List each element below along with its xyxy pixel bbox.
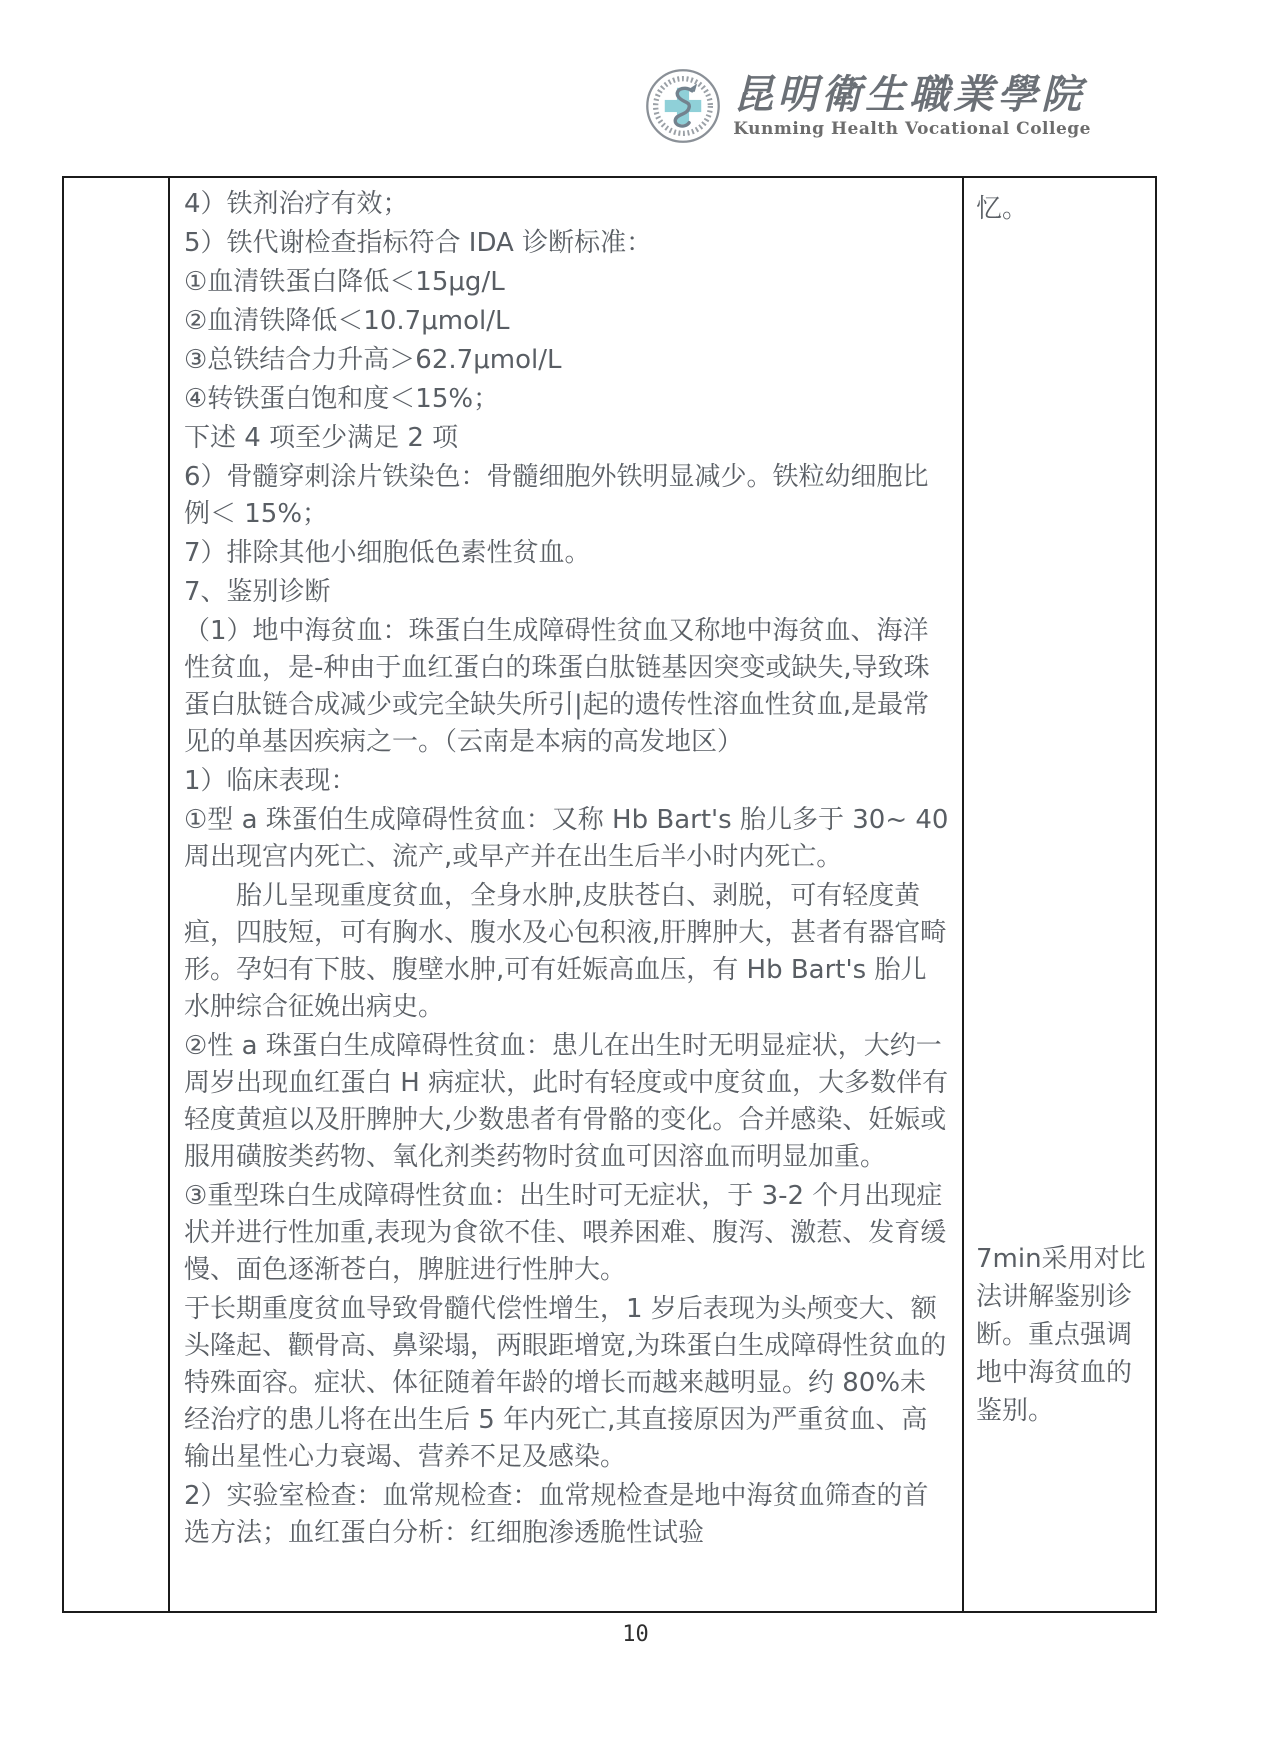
content-paragraph: 1）临床表现： (184, 766, 357, 796)
content-paragraph: 下述 4 项至少满足 2 项 (184, 423, 459, 453)
content-paragraph: 7）排除其他小细胞低色素性贫血。 (184, 538, 591, 568)
college-logo (645, 68, 1091, 144)
college-name-en: Kunming Health Vocational College (733, 119, 1091, 139)
lesson-plan-table (62, 176, 1157, 1613)
college-name-cn: 昆明衛生職業學院 (733, 71, 1086, 118)
page-number: 10 (622, 1622, 649, 1647)
content-paragraph: ③重型珠白生成障碍性贫血：出生时可无症状，于 3-2 个月出现症状并进行性加重,表现为食欲不佳、喂养困难、腹泻、激惹、发育缓慢、面色逐渐苍白，脾脏进行性肿大。 (184, 1181, 947, 1285)
note-timing: 7min采用对比法讲解鉴别诊断。重点强调地中海贫血的鉴别。 (976, 1244, 1146, 1426)
table-cell-notes (964, 178, 1159, 1611)
content-paragraph: 于长期重度贫血导致骨髓代偿性增生，1 岁后表现为头颅变大、额头隆起、颧骨高、鼻梁塌，两眼距增宽,为珠蛋白生成障碍性贫血的特殊面容。症状、体征随着年龄的增长而越来越明显。约 80%未经治疗的患儿将在出生后 5 年内死亡,其直接原因为严重贫血、高输出星性心力衰竭、营养不足及感染。 (184, 1294, 947, 1472)
content-paragraph: 6）骨髓穿刺涂片铁染色：骨髓细胞外铁明显减少。铁粒幼细胞比例＜ 15%； (184, 462, 929, 529)
content-paragraph: ①型 a 珠蛋伯生成障碍性贫血：又称 Hb Bart's 胎儿多于 30~ 40 周出现宫内死亡、流产,或早产并在出生后半小时内死亡。 (184, 805, 949, 872)
college-seal-icon (645, 68, 721, 144)
table-cell-left (64, 178, 170, 1611)
note-memory: 忆。 (976, 194, 1029, 224)
content-paragraph: 2）实验室检查：血常规检查：血常规检查是地中海贫血筛查的首选方法；血红蛋白分析：红细胞渗透脆性试验 (184, 1481, 929, 1548)
content-paragraph: 5）铁代谢检查指标符合 IDA 诊断标准： (184, 228, 653, 258)
content-paragraph: ②血清铁降低＜10.7μmol/L (184, 306, 510, 336)
content-paragraph: （1）地中海贫血：珠蛋白生成障碍性贫血又称地中海贫血、海洋性贫血，是-种由于血红蛋白的珠蛋白肽链基因突变或缺失,导致珠蛋白肽链合成减少或完全缺失所引|起的遗传性溶血性贫血,是最常见的单基因疾病之一。（云南是本病的高发地区） (184, 616, 930, 757)
content-paragraph: ③总铁结合力升高＞62.7μmol/L (184, 345, 562, 375)
content-paragraph: ④转铁蛋白饱和度＜15%； (184, 384, 500, 414)
content-paragraph: ②性 a 珠蛋白生成障碍性贫血：患儿在出生时无明显症状，大约一周岁出现血红蛋白 H 病症状，此时有轻度或中度贫血，大多数伴有轻度黄疸以及肝脾肿大,少数患者有骨骼的变化。合并感染、妊娠或服用磺胺类药物、氧化剂类药物时贫血可因溶血而明显加重。 (184, 1031, 949, 1172)
content-paragraph: 7、鉴别诊断 (184, 577, 331, 607)
content-paragraph: ①血清铁蛋白降低＜15μg/L (184, 267, 505, 297)
table-cell-content (170, 178, 964, 1611)
content-paragraph: 胎儿呈现重度贫血，全身水肿,皮肤苍白、剥脱，可有轻度黄疸，四肢短，可有胸水、腹水及心包积液,肝脾肿大，甚者有器官畸形。孕妇有下肢、腹壁水肿,可有妊娠高血压，有 Hb Bart's 胎儿水肿综合征娩出病史。 (184, 881, 947, 1022)
content-paragraph: 4）铁剂治疗有效； (184, 189, 409, 219)
